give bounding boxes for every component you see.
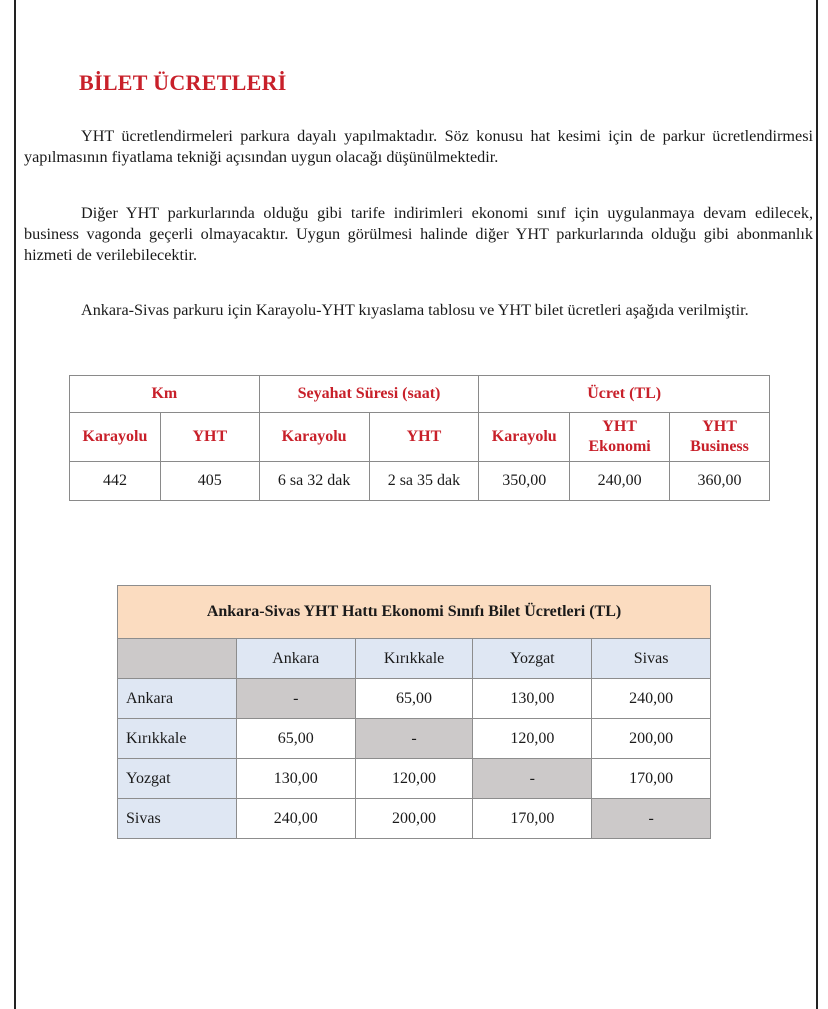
table-row [118, 799, 711, 839]
value-cell: 2 sa 35 dak [369, 462, 479, 501]
subheader-line: Karayolu [281, 428, 347, 445]
subheader-cell [570, 413, 670, 462]
same-station-cell: - [355, 719, 473, 759]
fare-cell: 130,00 [236, 759, 355, 799]
value-cell: 405 [160, 462, 259, 501]
subheader-cell [479, 413, 570, 462]
table-row [118, 759, 711, 799]
fare-cell: 200,00 [592, 719, 711, 759]
fare-cell: 240,00 [236, 799, 355, 839]
paragraph-text: Ankara-Sivas parkuru için Karayolu-YHT kıyaslama tablosu ve YHT bilet ücretleri aşağıda verilmiştir. [81, 301, 749, 319]
subheader-cell [369, 413, 479, 462]
column-header: Yozgat [473, 639, 592, 679]
page-border-right [816, 0, 818, 1009]
fare-cell: 240,00 [592, 679, 711, 719]
subheader-line: Karayolu [82, 428, 148, 445]
value-cell: 442 [70, 462, 161, 501]
column-header: Kırıkkale [355, 639, 473, 679]
value-cell: 240,00 [570, 462, 670, 501]
row-header: Sivas [118, 799, 237, 839]
subheader-cell [160, 413, 259, 462]
fare-table-caption: Ankara-Sivas YHT Hattı Ekonomi Sınıfı Bilet Ücretleri (TL) [118, 586, 711, 639]
table-row [118, 679, 711, 719]
fare-cell: 170,00 [592, 759, 711, 799]
subheader-cell [259, 413, 369, 462]
corner-cell [118, 639, 237, 679]
subheader-line: YHT [406, 428, 442, 445]
subheader-line: Ekonomi [588, 438, 651, 455]
group-header-fare: Ücret (TL) [479, 376, 770, 413]
fare-cell: 120,00 [355, 759, 473, 799]
row-header: Kırıkkale [118, 719, 237, 759]
group-header-travel-time: Seyahat Süresi (saat) [259, 376, 479, 413]
subheader-line: YHT [702, 418, 737, 435]
fare-cell: 130,00 [473, 679, 592, 719]
economy-fare-matrix-table [117, 585, 711, 839]
paragraph-discounts [24, 203, 813, 266]
value-cell: 360,00 [670, 462, 770, 501]
same-station-cell: - [236, 679, 355, 719]
row-header: Yozgat [118, 759, 237, 799]
fare-cell: 170,00 [473, 799, 592, 839]
value-cell: 350,00 [479, 462, 570, 501]
subheader-line: Karayolu [491, 428, 557, 445]
table-row [118, 719, 711, 759]
section-title: BİLET ÜCRETLERİ [79, 70, 287, 95]
subheader-line: YHT [192, 428, 228, 445]
row-header: Ankara [118, 679, 237, 719]
same-station-cell: - [473, 759, 592, 799]
paragraph-text: Diğer YHT parkurlarında olduğu gibi tarife indirimleri ekonomi sınıf için uygulanmaya devam edilecek, business vagonda geçerli olmayacaktır. Uygun görülmesi halinde diğer YHT parkurlarında olduğu gibi abonmanlık hizmeti de verilebilecektir. [24, 204, 813, 264]
subheader-line: Business [690, 438, 749, 455]
subheader-line: YHT [602, 418, 637, 435]
page-border-left [14, 0, 16, 1009]
subheader-cell [670, 413, 770, 462]
paragraph-text: YHT ücretlendirmeleri parkura dayalı yapılmaktadır. Söz konusu hat kesimi için de parkur ücretlendirmesi yapılmasının fiyatlama tekniği açısından uygun olacağı düşünülmektedir. [24, 127, 813, 166]
road-vs-yht-comparison-table [69, 375, 770, 501]
same-station-cell: - [592, 799, 711, 839]
group-header-km: Km [70, 376, 260, 413]
fare-cell: 65,00 [355, 679, 473, 719]
fare-cell: 200,00 [355, 799, 473, 839]
value-cell: 6 sa 32 dak [259, 462, 369, 501]
paragraph-table-intro [24, 300, 813, 321]
column-header: Ankara [236, 639, 355, 679]
fare-cell: 65,00 [236, 719, 355, 759]
column-header: Sivas [592, 639, 711, 679]
fare-cell: 120,00 [473, 719, 592, 759]
subheader-cell [70, 413, 161, 462]
paragraph-pricing-basis [24, 126, 813, 168]
